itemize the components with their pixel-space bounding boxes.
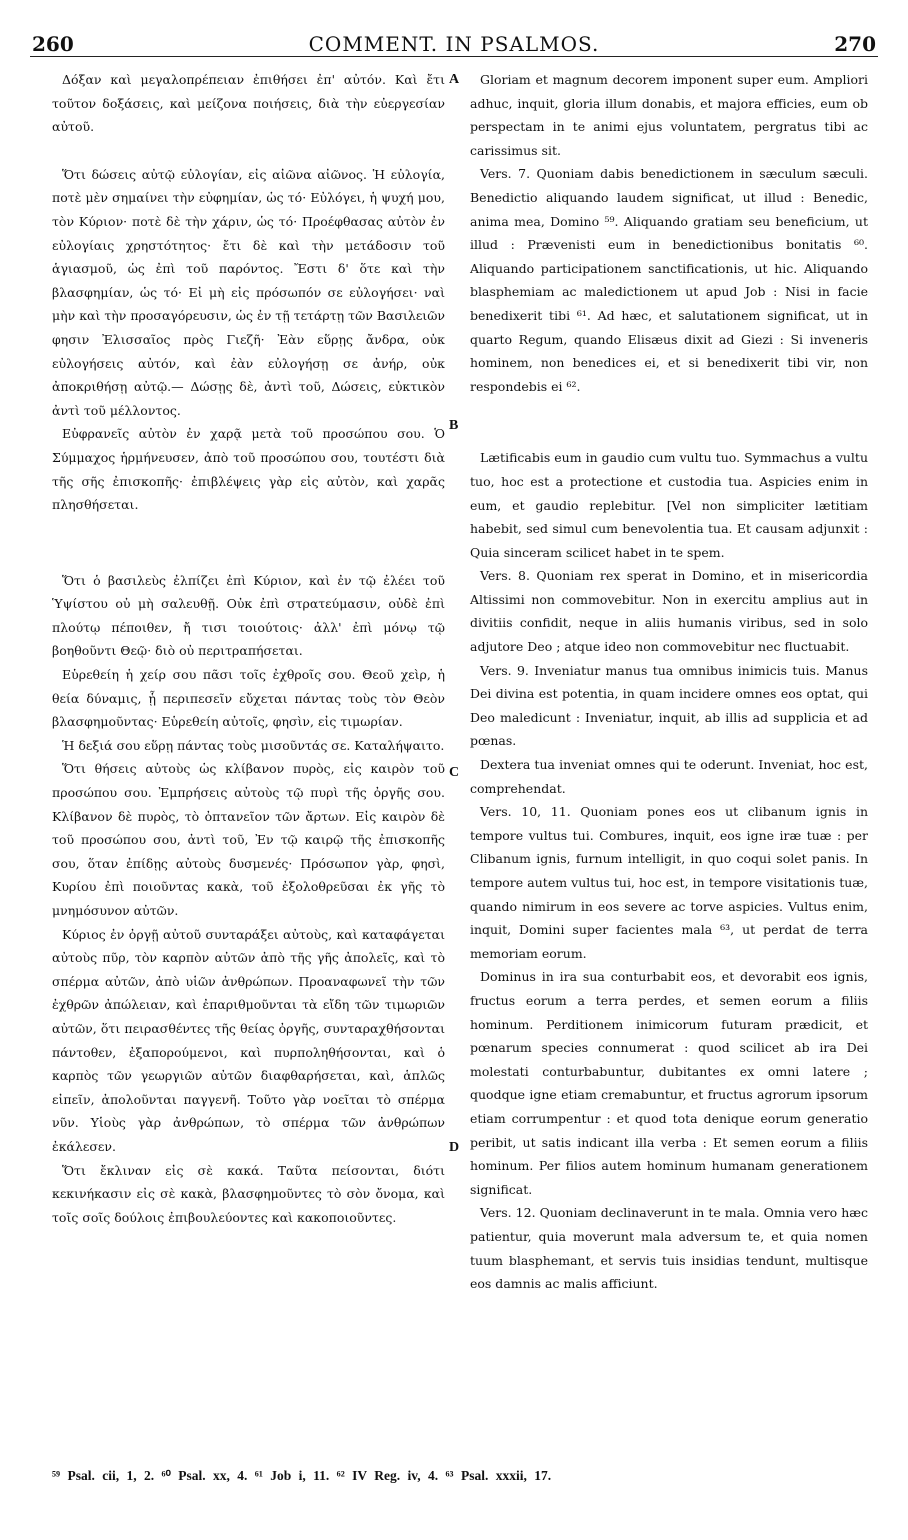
running-title: COMMENT. IN PSALMOS.: [308, 32, 600, 56]
latin-paragraph: Vers. 9. Inveniatur manus tua omnibus inimicis tuis. Manus Dei divina est potentia, in quam incidere omnes eos optat, qui Deo maledicunt : Inveniatur, inquit, ab illis ad supplicia et ad pœnas.: [470, 662, 868, 749]
margin-marker-d: D: [449, 1140, 460, 1155]
margin-marker-b: B: [449, 418, 459, 433]
page-number-left: 260: [32, 32, 74, 56]
latin-paragraph: Dextera tua inveniat omnes qui te oderunt. Inveniat, hoc est, comprehendat.: [470, 757, 868, 796]
greek-paragraph: Ἡ δεξιά σου εὕρῃ πάντας τοὺς μισοῦντάς σε. Καταλήψαιτο.: [62, 737, 445, 753]
latin-paragraph: Vers. 7. Quoniam dabis benedictionem in sæculum sæculi. Benedictio aliquando laudem significat, ut illud : Benedic, anima mea, Domino ⁵⁹. Aliquando gratiam seu beneficium, ut illud : Prævenisti eum in benedictionibus bonitatis ⁶⁰. Aliquando participationem sanctificationis, ut hic. Aliquando blasphemiam ac maledictionem ut apud Job : Nisi in facie benedixerit tibi ⁶¹. Ad hæc, et salutationem significat, ut in quarto Regum, quando Elisæus dixit ad Giezi : Si inveneris hominem, non benedices ei, et si benedixerit tibi vir, non respondebis ei ⁶².: [470, 166, 868, 394]
latin-paragraph: Lætificabis eum in gaudio cum vultu tuo. Symmachus a vultu tuo, hoc est a protectione et custodia tua. Aspicies enim in eum, et gaudio replebitur. [Vel non simpliciter lætitiam habebit, sed simul cum benevolentia tua. Et causam adjunxit : Quia sinceram scilicet habet in te spem.: [470, 450, 868, 560]
greek-column: [52, 68, 445, 1229]
greek-paragraph: Ὅτι δώσεις αὐτῷ εὐλογίαν, εἰς αἰῶνα αἰῶνος. Ἡ εὐλογία, ποτὲ μὲν σημαίνει τὴν εὐφημίαν, ὡς τό· Εὐλόγει, ἡ ψυχή μου, τὸν Κύριον· ποτὲ δὲ τὴν χάριν, ὡς τό· Προέφθασας αὐτὸν ἐν εὐλογίαις χρηστότητος· ἔτι δὲ καὶ τὴν μετάδοσιν τοῦ ἁγιασμοῦ, ὡς ἐπὶ τοῦ παρόντος. Ἔστι δ' ὅτε καὶ τὴν βλασφημίαν, ὡς τό· Εἰ μὴ εἰς πρόσωπόν σε εὐλογήσει· ναὶ μὴν καὶ τὴν προσαγόρευσιν, ὡς ἐν τῇ τετάρτῃ τῶν Βασιλειῶν φησιν Ἐλισσαῖος πρὸς Γιεζῆ· Ἐὰν εὕρῃς ἄνδρα, οὐκ εὐλογήσεις αὐτόν, καὶ ἐὰν εὐλογήσῃ σε ἀνήρ, οὐκ ἀποκριθήσῃ αὐτῷ.— Δώσῃς δὲ, ἀντὶ τοῦ, Δώσεις, εὐκτικὸν ἀντὶ τοῦ μέλλοντος.: [52, 166, 445, 418]
greek-paragraph: Εὑρεθείη ἡ χείρ σου πᾶσι τοῖς ἐχθροῖς σου. Θεοῦ χεὶρ, ἡ θεία δύναμις, ᾗ περιπεσεῖν εὔχεται πάντας τοὺς τὸν Θεὸν βλασφημοῦντας· Εὑρεθείη αὐτοῖς, φησὶν, εἰς τιμωρίαν.: [52, 667, 445, 730]
latin-paragraph: Dominus in ira sua conturbabit eos, et devorabit eos ignis, fructus eorum a terra perdes, et semen eorum a filiis hominum. Perditionem inimicorum futuram prædicit, et pœnarum species connumerat : quod scilicet ab ira Dei molestati conturbabuntur, dubitantes ex omni latere ; quodque igne etiam cremabuntur, et fructus agrorum ipsorum etiam corrumpentur : et quod tota denique eorum generatio peribit, ut satis indicant illa verba : Et semen eorum a filiis hominum. Per filios autem hominum humanam generationem significat.: [470, 969, 868, 1197]
footnotes: ⁵⁹ Psal. cii, 1, 2. ⁶⁰ Psal. xx, 4. ⁶¹ Job i, 11. ⁶² IV Reg. iv, 4. ⁶³ Psal. xxxii, 17.: [52, 1468, 552, 1483]
latin-column: [470, 68, 868, 1296]
latin-paragraph: Gloriam et magnum decorem imponent super eum. Ampliori adhuc, inquit, gloria illum donabis, et majora efficies, eum ob perspectam in te animi ejus voluntatem, pergratus tibi ac carissimus sit.: [470, 72, 868, 158]
page-number-right: 270: [834, 32, 876, 56]
greek-paragraph: Ὅτι θήσεις αὐτοὺς ὡς κλίβανον πυρὸς, εἰς καιρὸν τοῦ προσώπου σου. Ἐμπρήσεις αὐτοὺς τῷ πυρὶ τῆς ὀργῆς σου. Κλίβανον δὲ πυρὸς, τὸ ὀπτανεῖον τῶν ἄρτων. Εἰς καιρὸν δὲ τοῦ προσώπου σου, ἀντὶ τοῦ, Ἐν τῷ καιρῷ τῆς ἐπισκοπῆς σου, ὅταν ἐπίδῃς αὐτοὺς δυσμενές· Πρόσωπον γὰρ, φησὶ, Κυρίου ἐπὶ ποιοῦντας κακὰ, τοῦ ἐξολοθρεῦσαι ἐκ γῆς τὸ μνημόσυνον αὐτῶν.: [52, 761, 445, 918]
greek-paragraph: Ὅτι ἔκλιναν εἰς σὲ κακά. Ταῦτα πείσονται, διότι κεκινήκασιν εἰς σὲ κακὰ, βλασφημοῦντες τὸ σὸν ὄνομα, καὶ τοῖς σοῖς δούλοις ἐπιβουλεύοντες καὶ κακοποιοῦντες.: [52, 1162, 445, 1225]
latin-paragraph: Vers. 8. Quoniam rex sperat in Domino, et in misericordia Altissimi non commovebitur. Non in exercitu amplius aut in divitiis confidit, neque in aliis humanis viribus, sed in solo adjutore Deo ; atque ideo non commovebitur nec fluctuabit.: [470, 568, 868, 655]
greek-paragraph: Κύριος ἐν ὀργῇ αὐτοῦ συνταράξει αὐτοὺς, καὶ καταφάγεται αὐτοὺς πῦρ, τὸν καρπὸν αὐτῶν ἀπὸ τῆς γῆς ἀπολεῖς, καὶ τὸ σπέρμα αὐτῶν, ἀπὸ υἱῶν ἀνθρώπων. Προαναφωνεῖ τὴν τῶν ἐχθρῶν ἀπώλειαν, καὶ ἐπαριθμοῦνται τὰ εἴδη τῶν τιμωριῶν αὐτῶν, ὅτι πειρασθέντες τῆς θείας ὀργῆς, συνταραχθήσονται πάντοθεν, ἐξαπορούμενοι, καὶ πυρποληθήσονται, καὶ ὁ καρπὸς τῶν γεωργιῶν αὐτῶν διαφθαρήσεται, καὶ, ἁπλῶς εἰπεῖν, ἀπολοῦνται παγγενῆ. Τοῦτο γὰρ νοεῖται τὸ σπέρμα νῦν. Υἱοὺς γὰρ ἀνθρώπων, τὸ σπέρμα τῶν ἀνθρώπων ἐκάλεσεν.: [52, 926, 445, 1154]
latin-paragraph: Vers. 10, 11. Quoniam pones eos ut clibanum ignis in tempore vultus tui. Combures, inquit, eos igne iræ tuæ : per Clibanum ignis, furnum intelligit, in quo coqui solet panis. In tempore autem vultus tui, hoc est, in tempore visitationis tuæ, quando nimirum in eos severe ac torve aspicies. Vultus enim, inquit, Domini super facientes mala ⁶³, ut perdat de terra memoriam eorum.: [470, 804, 868, 961]
page-header: [30, 30, 878, 57]
latin-paragraph: Vers. 12. Quoniam declinaverunt in te mala. Omnia vero hæc patientur, quia moverunt mala adversum te, et quia nomen tuum blasphemant, et servis tuis insidias tendunt, multisque eos damnis ac malis afficiunt.: [470, 1205, 868, 1292]
greek-paragraph: Δόξαν καὶ μεγαλοπρέπειαν ἐπιθήσει ἐπ' αὐτόν. Καὶ ἔτι τοῦτον δοξάσεις, καὶ μείζονα ποιήσεις, διὰ τὴν εὐεργεσίαν αὐτοῦ.: [52, 72, 445, 135]
margin-marker-c: C: [449, 765, 460, 780]
margin-marker-a: A: [449, 72, 460, 87]
greek-paragraph: Εὐφρανεῖς αὐτὸν ἐν χαρᾷ μετὰ τοῦ προσώπου σου. Ὁ Σύμμαχος ἡρμήνευσεν, ἀπὸ τοῦ προσώπου σου, τουτέστι διὰ τῆς σῆς ἐπισκοπῆς· ἐπιβλέψεις γὰρ εἰς αὐτὸν, καὶ χαρᾶς πλησθήσεται.: [52, 426, 445, 513]
greek-paragraph: Ὅτι ὁ βασιλεὺς ἐλπίζει ἐπὶ Κύριον, καὶ ἐν τῷ ἐλέει τοῦ Ὑψίστου οὐ μὴ σαλευθῇ. Οὐκ ἐπὶ στρατεύμασιν, οὐδὲ ἐπὶ πλούτῳ πέποιθεν, ἤ τισι τοιούτοις· ἀλλ' ἐπὶ μόνῳ τῷ βοηθοῦντι Θεῷ· διὸ οὐ περιτραπήσεται.: [52, 572, 445, 659]
